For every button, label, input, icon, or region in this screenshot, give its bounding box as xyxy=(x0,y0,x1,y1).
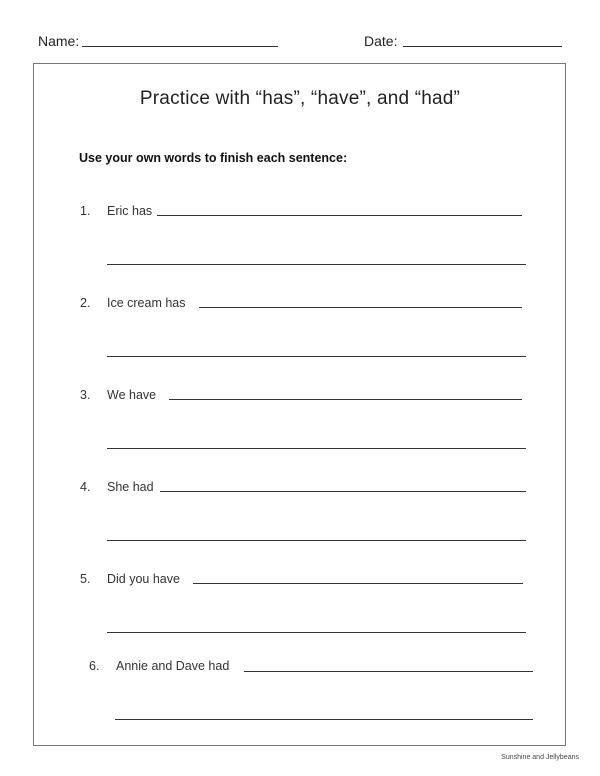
answer-line[interactable] xyxy=(157,215,522,216)
item-number: 2. xyxy=(80,296,91,310)
answer-line[interactable] xyxy=(107,264,526,265)
item-stem: Ice cream has xyxy=(107,296,186,310)
item-stem: Eric has xyxy=(107,204,153,218)
answer-line[interactable] xyxy=(160,491,526,492)
answer-line[interactable] xyxy=(107,448,526,449)
item-number: 3. xyxy=(80,388,91,402)
instructions: Use your own words to finish each sentence: xyxy=(79,151,348,165)
date-field-line[interactable] xyxy=(403,46,562,47)
item-stem: We have xyxy=(107,388,157,402)
name-field-line[interactable] xyxy=(82,46,278,47)
date-label: Date: xyxy=(364,33,398,49)
worksheet-frame xyxy=(33,63,566,746)
name-label: Name: xyxy=(38,33,80,49)
answer-line[interactable] xyxy=(115,719,533,720)
item-number: 1. xyxy=(80,204,91,218)
answer-line[interactable] xyxy=(107,540,526,541)
item-stem: Annie and Dave had xyxy=(116,659,230,673)
answer-line[interactable] xyxy=(107,356,526,357)
item-number: 6. xyxy=(89,659,100,673)
credit-text: Sunshine and Jellybeans xyxy=(501,754,579,761)
answer-line[interactable] xyxy=(244,671,533,672)
answer-line[interactable] xyxy=(107,632,526,633)
item-stem: She had xyxy=(107,480,154,494)
item-number: 4. xyxy=(80,480,91,494)
answer-line[interactable] xyxy=(169,399,522,400)
item-number: 5. xyxy=(80,572,91,586)
answer-line[interactable] xyxy=(199,307,522,308)
worksheet-title: Practice with “has”, “have”, and “had” xyxy=(139,88,461,109)
answer-line[interactable] xyxy=(193,583,523,584)
item-stem: Did you have xyxy=(107,572,180,586)
